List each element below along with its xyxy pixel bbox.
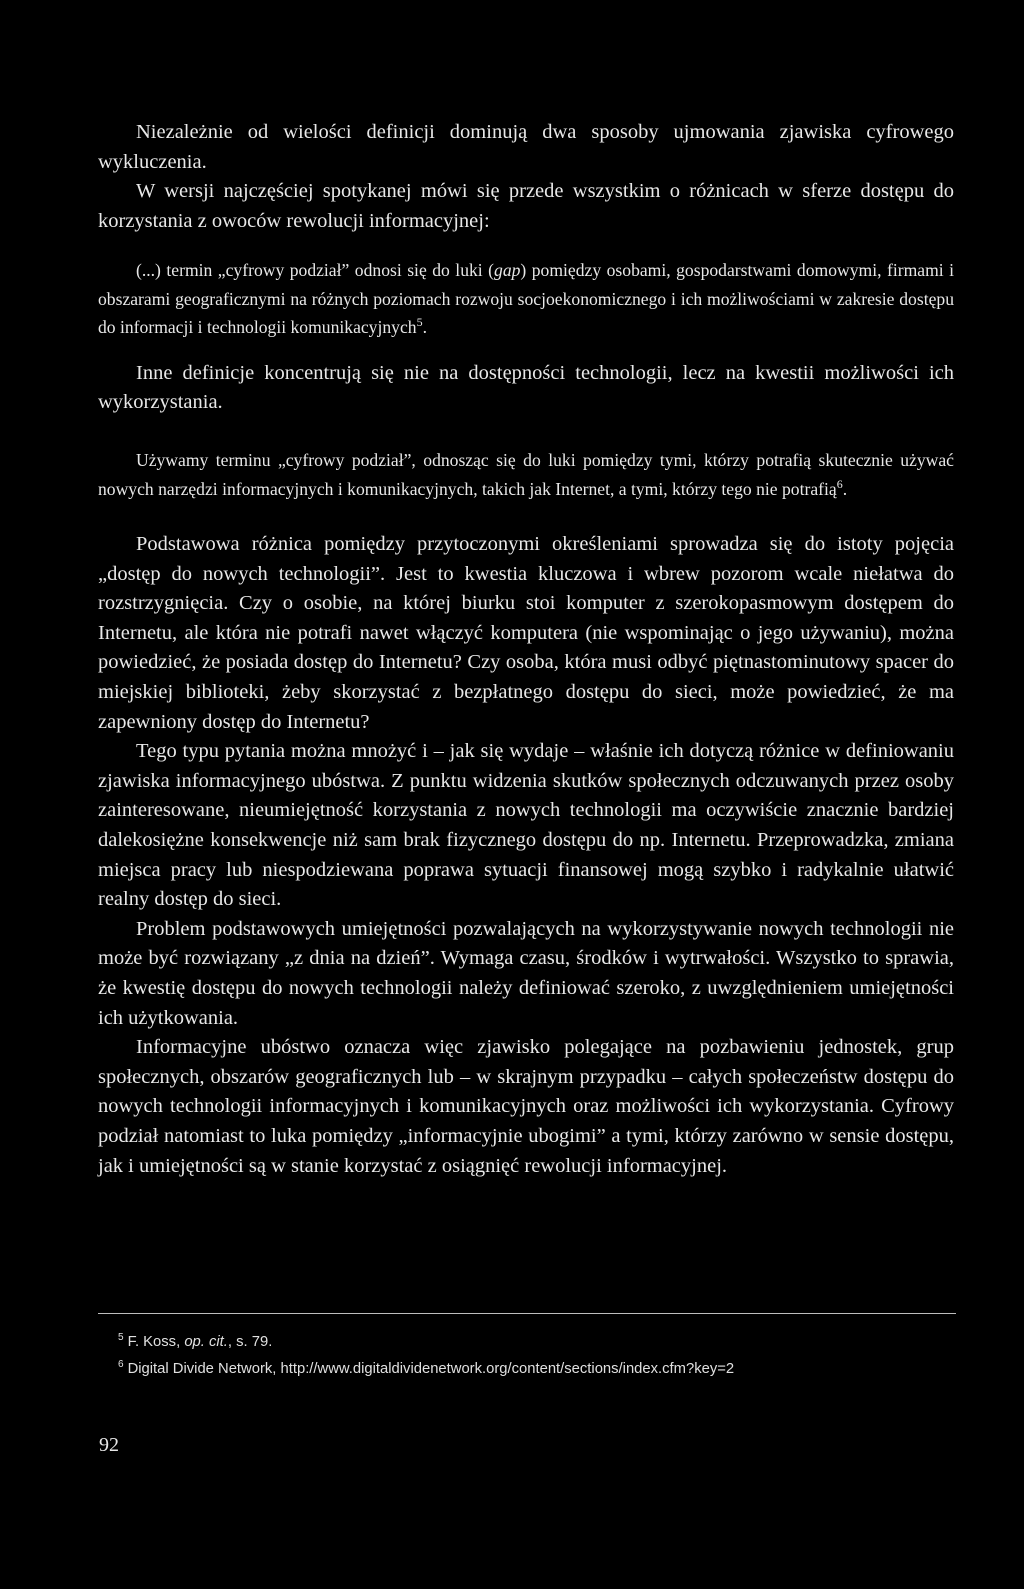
footnote-5-rest: , s. 79. [227,1334,273,1350]
quote2-end: . [842,478,848,499]
quote1-text-before: (...) termin „cyfrowy podział” odnosi się do luki ( [136,260,495,281]
quote1-italic-gap: gap [494,260,521,281]
footnote-5-number: 5 [118,1332,124,1344]
footnote-ref-6: 6 [836,476,843,491]
paragraph-other-definitions: Inne definicje koncentrują się nie na dostępności technologii, lecz na kwestii możliwości ich wykorzystania. [98,361,954,414]
footnote-5-author: F. Koss, [127,1334,185,1350]
footnote-5 [118,1329,958,1356]
paragraph-intro: Niezależnie od wielości definicji dominują dwa sposoby ujmowania zjawiska cyfrowego wykluczenia. [98,121,954,173]
paragraph-skills-problem: Problem podstawowych umiejętności pozwalających na wykorzystywanie nowych technologii nie może być rozwiązany „z dnia na dzień”. Wymaga czasu, środków i wytrwałości. Wszystko to sprawia, że kwestię dostępu do nowych technologii należy definiować szeroko, z uwzględnieniem umiejętności ich użytkowania. [98,917,954,1029]
quote1-end: . [422,317,427,338]
footnote-divider [98,1313,956,1314]
footnotes-list [118,1329,958,1383]
footnote-5-italic: op. cit. [184,1334,228,1350]
footnote-6-text: Digital Divide Network, http://www.digitaldividenetwork.org/content/sections/index.cfm?key=2 [127,1361,735,1377]
footnote-6 [118,1356,958,1383]
paragraph-questions: Tego typu pytania można mnożyć i – jak się wydaje – właśnie ich dotyczą różnice w definiowaniu zjawiska informacyjnego ubóstwa. Z punktu widzenia skutków społecznych odczuwanych przez osoby zainteresowane, nieumiejętność korzystania z nowych technologii ma oczywiście znacznie bardziej dalekosiężne konsekwencje niż sam brak fizycznego dostępu do np. Internetu. Przeprowadzka, zmiana miejsca pracy lub niespodziewana poprawa sytuacji finansowej mogą szybko i radykalnie ułatwić realny dostęp do sieci. [98,740,954,911]
quote-digital-divide-access [98,256,954,342]
quote1-text-after: ) pomiędzy osobami, gospodarstwami domowymi, firmami i obszarami geograficznymi na różnych poziomach rozwoju socjoekonomicznego i ich możliwościami w zakresie dostępu do informacji i technologii komunikacyjnych [98,260,955,338]
paragraph-information-poverty: Informacyjne ubóstwo oznacza więc zjawisko polegające na pozbawieniu jednostek, grup społecznych, obszarów geograficznych lub – w skrajnym przypadku – całych społeczeństw dostępu do nowych technologii informacyjnych i komunikacyjnych oraz możliwości ich wykorzystania. Cyfrowy podział natomiast to luka pomiędzy „informacyjnie ubogimi” a tymi, którzy zarówno w sensie dostępu, jak i umiejętności są w stanie korzystać z osiągnięć rewolucji informacyjnej. [98,1036,954,1177]
quote-digital-divide-usage [98,446,954,503]
page-number: 92 [99,1434,119,1456]
quote2-text: Używamy terminu „cyfrowy podział”, odnosząc się do luki pomiędzy tymi, którzy potrafią skutecznie używać nowych narzędzi informacyjnych i komunikacyjnych, takich jak Internet, a tymi, którzy tego nie potrafią [98,450,954,499]
footnote-ref-5: 5 [416,315,423,330]
paragraph-basic-difference: Podstawowa różnica pomiędzy przytoczonymi określeniami sprowadza się do istoty pojęcia „dostęp do nowych technologii”. Jest to kwestia kluczowa i wbrew pozorom wcale niełatwa do rozstrzygnięcia. Czy o osobie, na której biurku stoi komputer z szerokopasmowym dostępem do Internetu, ale która nie potrafi nawet włączyć komputera (nie wspominając o jego używaniu), można powiedzieć, że posiada dostęp do Internetu? Czy osoba, która musi odbyć piętnastominutowy spacer do miejskiej biblioteki, żeby skorzystać z bezpłatnego dostępu do sieci, może powiedzieć, że ma zapewniony dostęp do Internetu? [98,533,954,733]
footnote-6-number: 6 [118,1359,124,1371]
page-body [98,118,954,1181]
paragraph-access-version: W wersji najczęściej spotykanej mówi się przede wszystkim o różnicach w sferze dostępu do korzystania z owoców rewolucji informacyjnej: [98,180,954,232]
